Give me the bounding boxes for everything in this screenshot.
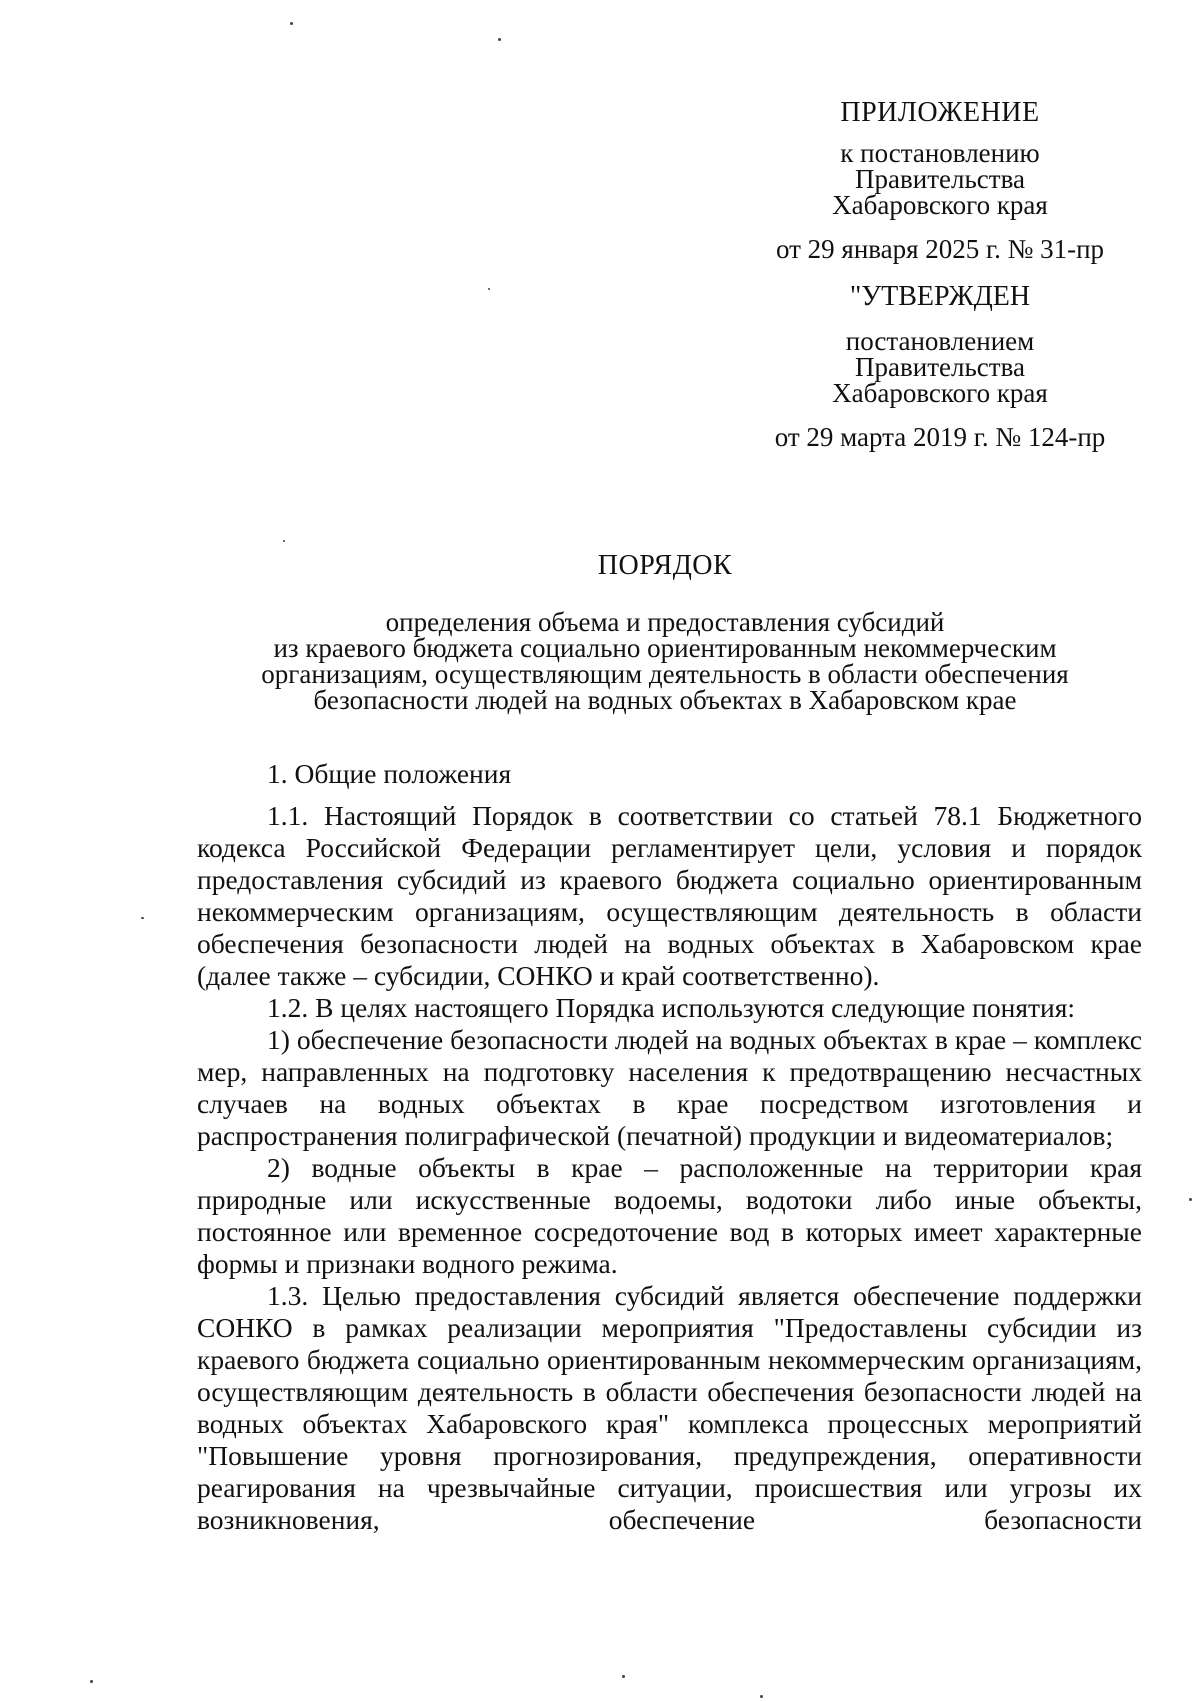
paragraph-1-2: 1.2. В целях настоящего Порядка используются следующие понятия: xyxy=(267,992,1076,1023)
appendix-header xyxy=(740,97,1140,472)
paragraph-1-3: 1.3. Целью предоставления субсидий является обеспечение поддержки СОНКО в рамках реализации мероприятия "Предоставлены субсидии из краевого бюджета социально ориентированным некоммерческим организациям, осуществляющим деятельность в области обеспечения безопасности людей на водных объектах Хабаровского края" комплекса процессных мероприятий "Повышение уровня прогнозирования, предупреждения, оперативности реагирования на чрезвычайные ситуации, происшествия или угрозы их возникновения, обеспечение безопасности xyxy=(197,1280,1142,1535)
scan-speck xyxy=(90,1680,93,1683)
approved-date: от 29 марта 2019 г. № 124-пр xyxy=(774,422,1106,452)
appendix-date: от 29 января 2025 г. № 31-пр xyxy=(775,234,1105,264)
appendix-line: к постановлению xyxy=(840,138,1040,168)
scan-speck xyxy=(283,540,285,542)
document-subtitle-line: безопасности людей на водных объектах в Хабаровском крае xyxy=(313,685,1017,715)
approved-line: Хабаровского края xyxy=(832,378,1048,408)
scan-speck xyxy=(141,917,144,919)
approved-line: постановлением xyxy=(845,326,1035,356)
document-subtitle-line: организациям, осуществляющим деятельность в области обеспечения xyxy=(261,659,1069,689)
appendix-line: Хабаровского края xyxy=(832,190,1048,220)
document-title-block xyxy=(190,550,1140,715)
scan-speck xyxy=(488,288,490,290)
scan-speck xyxy=(290,22,293,25)
document-subtitle-line: из краевого бюджета социально ориентированным некоммерческим xyxy=(273,633,1057,663)
paragraph-1-1: 1.1. Настоящий Порядок в соответствии со статьей 78.1 Бюджетного кодекса Российской Федерации регламентирует цели, условия и порядок предоставления субсидий из краевого бюджета социально ориентированным некоммерческим организациям, осуществляющим деятельность в области обеспечения безопасности людей на водных объектах в Хабаровском крае (далее также – субсидии, СОНКО и край соответственно). xyxy=(197,800,1142,991)
approved-line: Правительства xyxy=(855,352,1025,382)
document-title: ПОРЯДОК xyxy=(597,550,733,581)
paragraph-1-2-1: 1) обеспечение безопасности людей на водных объектах в крае – комплекс мер, направленных на подготовку населения к предотвращению несчастных случаев на водных объектах в крае посредством изготовления и распространения полиграфической (печатной) продукции и видеоматериалов; xyxy=(197,1024,1142,1151)
document-body xyxy=(197,758,1142,1536)
document-subtitle-line: определения объема и предоставления субсидий xyxy=(385,607,945,637)
scan-speck xyxy=(1189,1198,1192,1201)
scan-speck xyxy=(760,1695,763,1698)
scan-speck xyxy=(498,38,501,41)
appendix-title: ПРИЛОЖЕНИЕ xyxy=(840,97,1040,128)
appendix-line: Правительства xyxy=(855,164,1025,194)
scan-speck xyxy=(622,1675,625,1678)
approved-title: "УТВЕРЖДЕН xyxy=(849,281,1031,312)
section-heading: 1. Общие положения xyxy=(267,758,512,789)
paragraph-1-2-2: 2) водные объекты в крае – расположенные на территории края природные или искусственные водоемы, водотоки либо иные объекты, постоянное или временное сосредоточение вод в которых имеет характерные формы и признаки водного режима. xyxy=(197,1152,1142,1279)
